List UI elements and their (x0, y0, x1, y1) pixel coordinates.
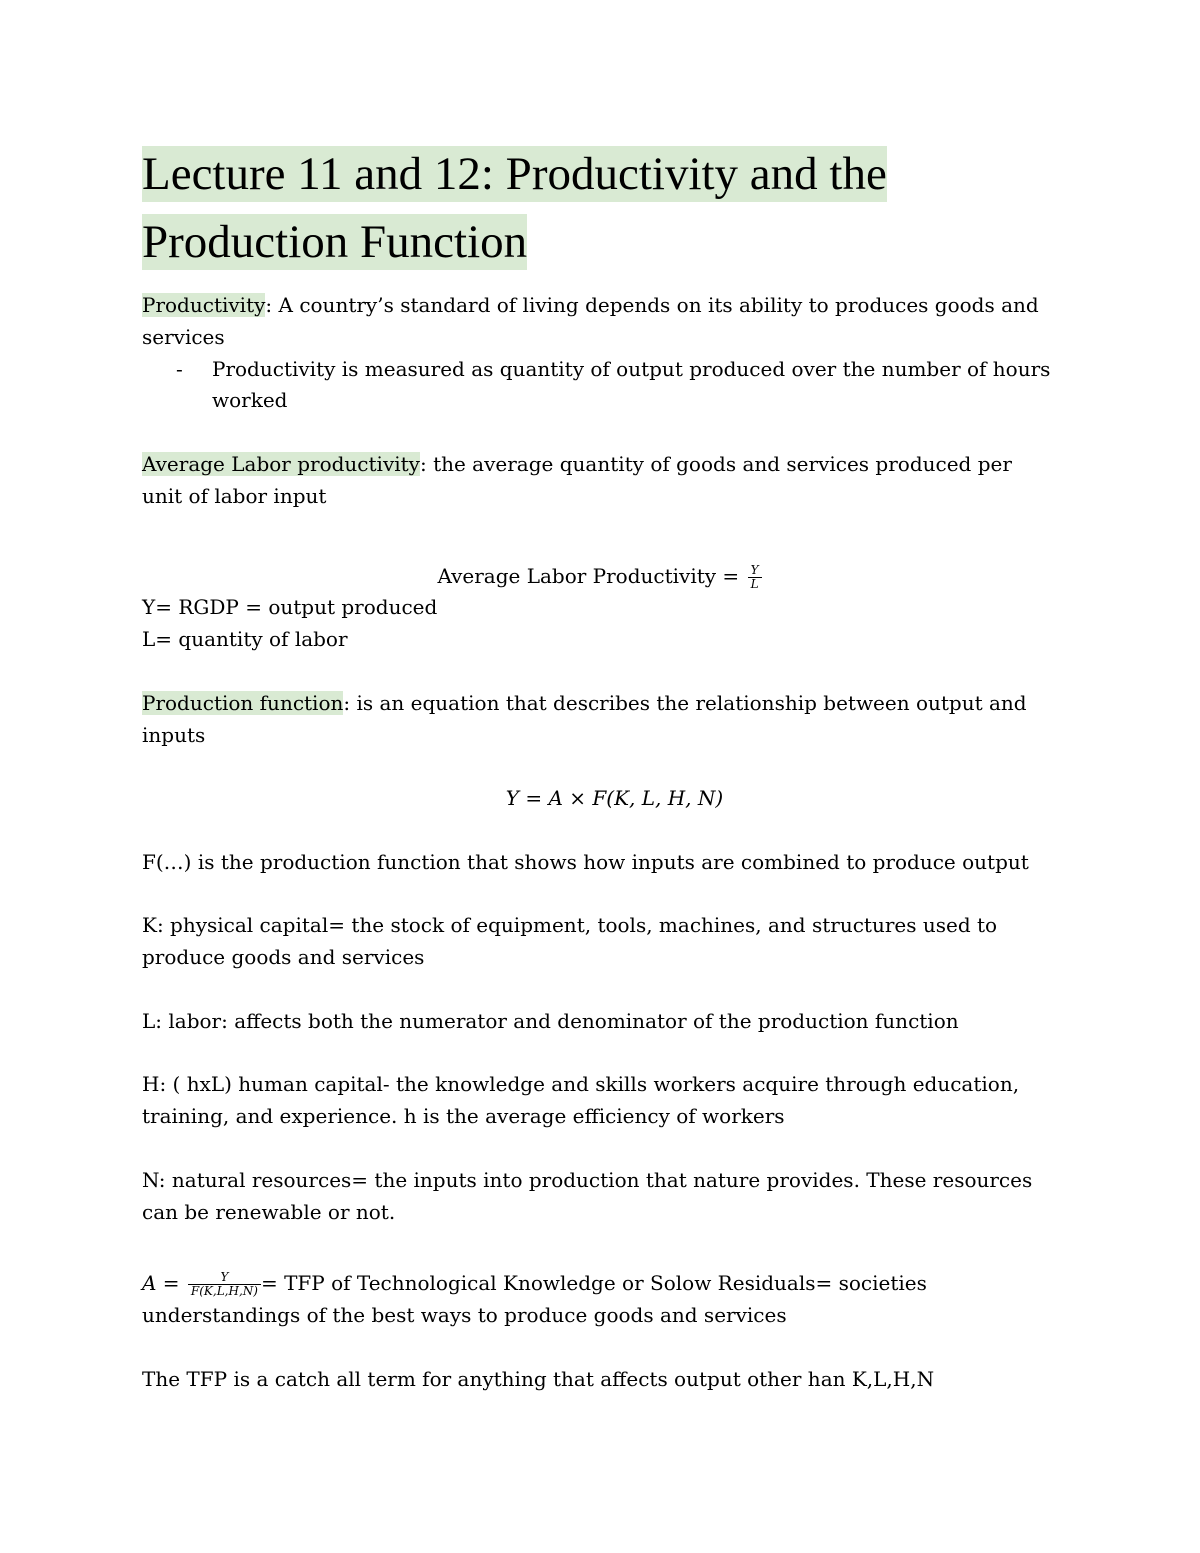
production-function-definition: : is an equation that describes the relationship between output and inputs (142, 690, 1027, 747)
avg-labor-definition: : the average quantity of goods and services produced per unit of labor input (142, 451, 1012, 508)
production-function-paragraph (142, 688, 1057, 752)
list-item (142, 354, 1057, 418)
fraction-numerator: Y (748, 564, 762, 578)
title-line-2: Production Function (142, 216, 528, 268)
avg-labor-paragraph (142, 449, 1057, 513)
bullet-dash: - (176, 356, 183, 381)
y-definition: Y= RGDP = output produced (142, 595, 438, 620)
avg-labor-term: Average Labor productivity (142, 451, 420, 476)
k-definition: K: physical capital= the stock of equipment, tools, machines, and structures used to produce goods and services (142, 913, 998, 970)
labor-definition: L: labor: affects both the numerator and denominator of the production function (142, 1008, 959, 1033)
n-definition: N: natural resources= the inputs into production that nature provides. These resources can be renewable or not. (142, 1167, 1033, 1224)
tfp-fraction (188, 1271, 261, 1298)
productivity-term: Productivity (142, 293, 266, 317)
title-line-1: Lecture 11 and 12: Productivity and the (142, 148, 887, 200)
f-definition: F(…) is the production function that shows how inputs are combined to produce output (142, 849, 1029, 874)
fraction (748, 564, 762, 591)
production-function-term: Production function (142, 690, 344, 715)
tfp-numerator: Y (188, 1271, 261, 1285)
avg-labor-formula (142, 561, 1057, 593)
fraction-denominator: L (750, 576, 759, 591)
l-definition: L= quantity of labor (142, 627, 348, 652)
page-title (142, 140, 1057, 276)
tfp-definition (142, 1268, 1057, 1332)
h-definition: H: ( hxL) human capital- the knowledge and skills workers acquire through education, training, and experience. h is the average efficiency of workers (142, 1072, 1020, 1129)
bullet-text: Productivity is measured as quantity of output produced over the number of hours worked (212, 356, 1051, 413)
tfp-catch-all: The TFP is a catch all term for anything that affects output other han K,L,H,N (142, 1366, 935, 1391)
production-function-equation: Y = A × F(K, L, H, N) (505, 786, 724, 811)
productivity-paragraph (142, 290, 1057, 354)
formula-label: Average Labor Productivity = (437, 563, 740, 588)
productivity-definition: : A country’s standard of living depends on its ability to produces goods and services (142, 293, 1039, 349)
tfp-lhs: A = (142, 1271, 180, 1296)
tfp-rhs: = TFP of Technological Knowledge or Solow Residuals= societies understandings of the best ways to produce goods and services (142, 1271, 927, 1328)
document-page (142, 140, 1057, 1396)
tfp-denominator: F(K,L,H,N) (190, 1284, 258, 1299)
